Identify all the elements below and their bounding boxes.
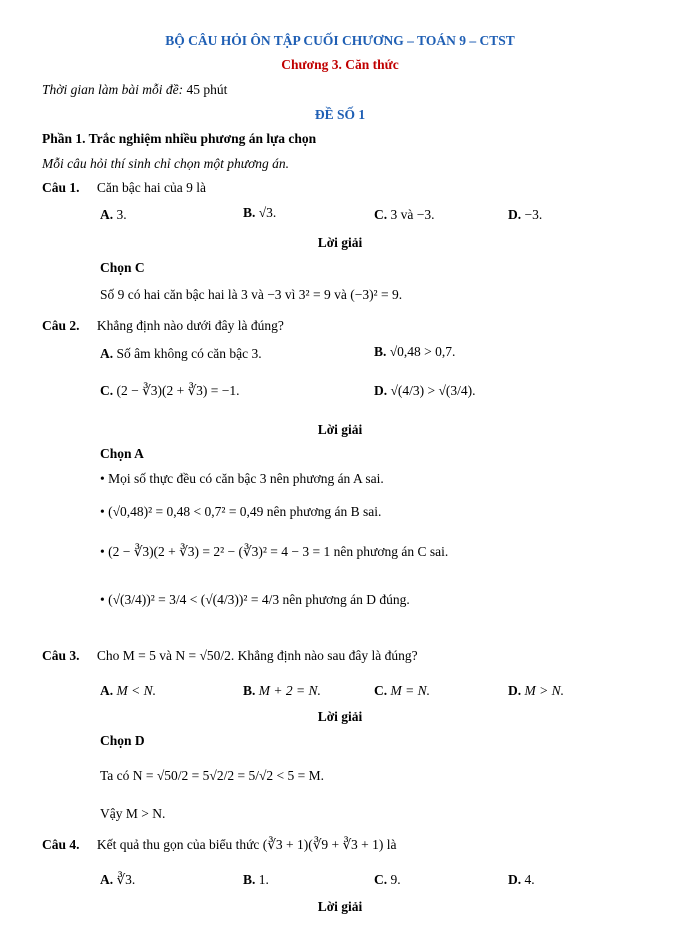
time-line xyxy=(42,82,227,98)
q3-option-c xyxy=(374,683,430,699)
time-label: Thời gian làm bài mỗi đề: xyxy=(42,82,184,97)
q1-answer: Chọn C xyxy=(100,260,145,275)
q2-solution-1: • Mọi số thực đều có căn bậc 3 nên phương án A sai. xyxy=(100,471,384,486)
option-label: A. xyxy=(100,683,114,698)
option-label: C. xyxy=(374,872,388,887)
option-text: √0,48 > 0,7. xyxy=(389,344,456,359)
option-label: C. xyxy=(374,683,388,698)
option-text: M > N. xyxy=(524,683,564,698)
option-label: C. xyxy=(100,383,114,398)
option-text: Số âm không có căn bậc 3. xyxy=(116,346,262,361)
option-label: A. xyxy=(100,207,114,222)
q3-solution-1: Ta có N = √50/2 = 5√2/2 = 5/√2 < 5 = M. xyxy=(100,768,324,783)
q2-option-d xyxy=(374,383,476,399)
option-text: ∛3. xyxy=(116,872,136,887)
question-label: Câu 1. xyxy=(42,180,80,195)
question-text: Khẳng định nào dưới đây là đúng? xyxy=(96,318,284,333)
time-value: 45 phút xyxy=(186,82,228,97)
q3-solution-2: Vậy M > N. xyxy=(100,806,166,821)
option-text: 3. xyxy=(116,207,127,222)
option-label: D. xyxy=(508,872,522,887)
question-1 xyxy=(42,180,206,196)
option-text: √3. xyxy=(258,205,277,220)
solution-heading: Lời giải xyxy=(317,709,363,724)
option-text: 3 và −3. xyxy=(390,207,435,222)
q1-option-d xyxy=(508,207,542,223)
option-label: B. xyxy=(374,344,387,359)
solution-heading: Lời giải xyxy=(317,235,363,250)
q1-option-a xyxy=(100,207,127,223)
option-label: B. xyxy=(243,872,256,887)
question-3 xyxy=(42,648,418,664)
question-label: Câu 3. xyxy=(42,648,80,663)
option-label: D. xyxy=(374,383,388,398)
option-text: 4. xyxy=(524,872,535,887)
option-text: M < N. xyxy=(116,683,156,698)
question-text: Căn bậc hai của 9 là xyxy=(96,180,206,195)
option-label: D. xyxy=(508,683,522,698)
q2-option-a xyxy=(100,346,262,362)
option-text: 1. xyxy=(258,872,269,887)
q2-solution-4: • (√(3/4))² = 3/4 < (√(4/3))² = 4/3 nên phương án D đúng. xyxy=(100,592,410,607)
q2-answer: Chọn A xyxy=(100,446,144,461)
question-label: Câu 2. xyxy=(42,318,80,333)
question-2 xyxy=(42,318,284,334)
exam-number: ĐỀ SỐ 1 xyxy=(314,107,366,122)
option-label: A. xyxy=(100,346,114,361)
q2-solution-2: • (√0,48)² = 0,48 < 0,7² = 0,49 nên phương án B sai. xyxy=(100,504,382,519)
q3-option-a xyxy=(100,683,156,699)
option-label: D. xyxy=(508,207,522,222)
option-label: A. xyxy=(100,872,114,887)
part1-heading: Phần 1. Trắc nghiệm nhiều phương án lựa chọn xyxy=(42,131,317,146)
option-text: −3. xyxy=(524,207,543,222)
option-text: M = N. xyxy=(390,683,430,698)
q2-option-b xyxy=(374,344,455,360)
question-text: Kết quả thu gọn của biểu thức (∛3 + 1)(∛9 + ∛3 + 1) là xyxy=(96,837,397,852)
q1-solution: Số 9 có hai căn bậc hai là 3 và −3 vì 3² = 9 và (−3)² = 9. xyxy=(100,287,403,302)
question-4 xyxy=(42,837,397,853)
q4-option-d xyxy=(508,872,535,888)
option-text: M + 2 = N. xyxy=(258,683,321,698)
option-label: B. xyxy=(243,683,256,698)
q1-option-b xyxy=(243,205,276,221)
part1-note: Mỗi câu hỏi thí sinh chỉ chọn một phương án. xyxy=(42,156,290,171)
q4-option-a xyxy=(100,872,135,888)
option-label: B. xyxy=(243,205,256,220)
q2-solution-3: • (2 − ∛3)(2 + ∛3) = 2² − (∛3)² = 4 − 3 = 1 nên phương án C sai. xyxy=(100,544,449,559)
q3-option-d xyxy=(508,683,564,699)
option-text: (2 − ∛3)(2 + ∛3) = −1. xyxy=(116,383,240,398)
q4-option-b xyxy=(243,872,269,888)
q2-option-c xyxy=(100,383,240,399)
solution-heading: Lời giải xyxy=(317,899,363,914)
question-label: Câu 4. xyxy=(42,837,80,852)
chapter-title: Chương 3. Căn thức xyxy=(281,57,399,72)
document-title: BỘ CÂU HỎI ÔN TẬP CUỐI CHƯƠNG – TOÁN 9 – CTST xyxy=(165,33,515,48)
option-text: 9. xyxy=(390,872,401,887)
q1-option-c xyxy=(374,207,434,223)
option-label: C. xyxy=(374,207,388,222)
option-text: √(4/3) > √(3/4). xyxy=(390,383,476,398)
q4-option-c xyxy=(374,872,401,888)
q3-option-b xyxy=(243,683,321,699)
q3-answer: Chọn D xyxy=(100,733,145,748)
solution-heading: Lời giải xyxy=(317,422,363,437)
question-text: Cho M = 5 và N = √50/2. Khẳng định nào sau đây là đúng? xyxy=(96,648,418,663)
